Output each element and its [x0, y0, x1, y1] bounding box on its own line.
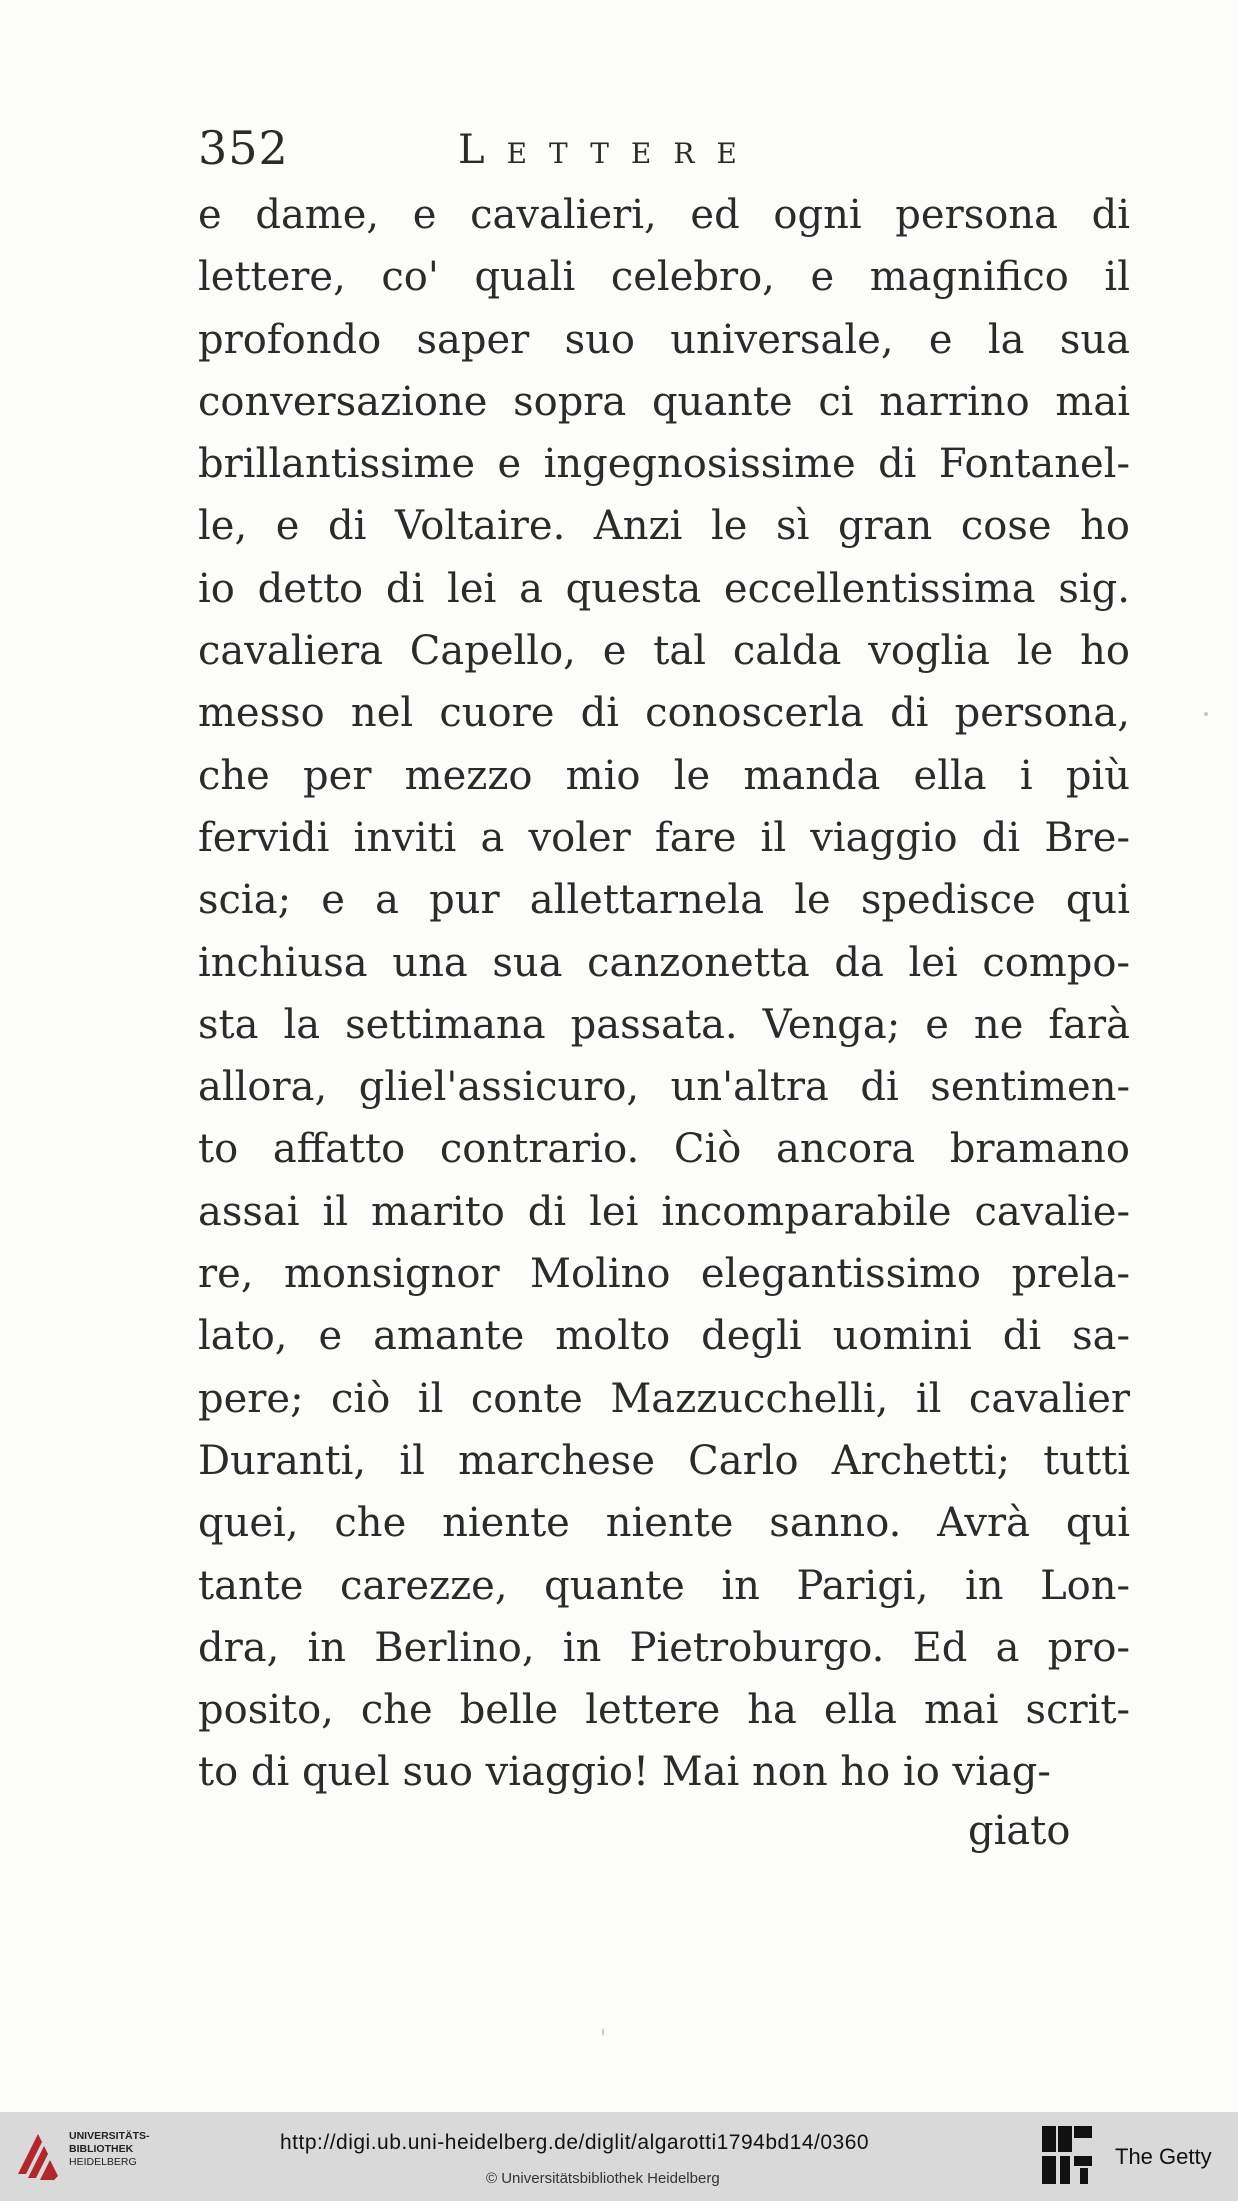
text-line: to di quel suo viaggio! Mai non ho io viag- [198, 1749, 1051, 1796]
running-head: Lettere [458, 127, 759, 173]
footer-bar [0, 2112, 1238, 2201]
text-line: to affatto contrario. Ciò ancora bramano [198, 1126, 1130, 1173]
text-line: inchiusa una sua canzonetta da lei compo- [198, 939, 1130, 986]
text-line: pere; ciò il conte Mazzucchelli, il cavalier [198, 1375, 1130, 1422]
text-line: fervidi inviti a voler fare il viaggio di Bre- [198, 814, 1130, 861]
text-line: tante carezze, quante in Parigi, in Lon- [198, 1562, 1130, 1609]
text-line: re, monsignor Molino elegantissimo prela- [198, 1251, 1130, 1298]
body-text [198, 184, 1130, 1804]
getty-logo-icon [1040, 2124, 1094, 2186]
text-line: assai il marito di lei incomparabile cavalie- [198, 1188, 1130, 1235]
text-line: lato, e amante molto degli uomini di sa- [198, 1313, 1130, 1360]
library-logo-text [69, 2130, 150, 2169]
library-logo-icon [14, 2126, 64, 2186]
page-number: 352 [198, 121, 289, 175]
text-line: brillantissime e ingegnosissime di Fontanel- [198, 441, 1130, 488]
catchword: giato [968, 1808, 1071, 1854]
text-line: le, e di Voltaire. Anzi le sì gran cose ho [198, 503, 1130, 550]
text-line: sta la settimana passata. Venga; e ne farà [198, 1001, 1130, 1048]
text-line: quei, che niente niente sanno. Avrà qui [198, 1500, 1130, 1547]
text-line: Duranti, il marchese Carlo Archetti; tutti [198, 1437, 1130, 1484]
text-line: messo nel cuore di conoscerla di persona, [198, 690, 1130, 737]
copyright-notice: © Universitätsbibliothek Heidelberg [486, 2170, 720, 2187]
library-logo-line: UNIVERSITÄTS- [69, 2130, 150, 2142]
scan-speck [1204, 712, 1208, 716]
text-line: che per mezzo mio le manda ella i più [198, 752, 1130, 799]
permalink-url[interactable]: http://digi.ub.uni-heidelberg.de/diglit/algarotti1794bd14/0360 [280, 2131, 870, 2154]
text-line: profondo saper suo universale, e la sua [198, 316, 1130, 363]
getty-label: The Getty [1115, 2144, 1212, 2169]
library-logo-line: HEIDELBERG [69, 2156, 137, 2168]
page-header [198, 118, 1138, 178]
scan-speck [602, 2028, 604, 2036]
text-line: scia; e a pur allettarnela le spedisce qui [198, 877, 1130, 924]
text-line: posito, che belle lettere ha ella mai scrit- [198, 1687, 1130, 1734]
text-line: e dame, e cavalieri, ed ogni persona di [198, 192, 1130, 238]
text-line: dra, in Berlino, in Pietroburgo. Ed a pro- [198, 1624, 1130, 1671]
library-logo-line: BIBLIOTHEK [69, 2143, 134, 2155]
library-logo[interactable] [14, 2126, 164, 2188]
text-line: cavaliera Capello, e tal calda voglia le ho [198, 628, 1130, 675]
text-line: conversazione sopra quante ci narrino mai [198, 378, 1130, 425]
text-line: lettere, co' quali celebro, e magnifico il [198, 254, 1130, 301]
text-line: allora, gliel'assicuro, un'altra di sentimen- [198, 1064, 1130, 1111]
text-line: io detto di lei a questa eccellentissima sig. [198, 565, 1130, 612]
getty-logo[interactable] [1040, 2124, 1230, 2190]
